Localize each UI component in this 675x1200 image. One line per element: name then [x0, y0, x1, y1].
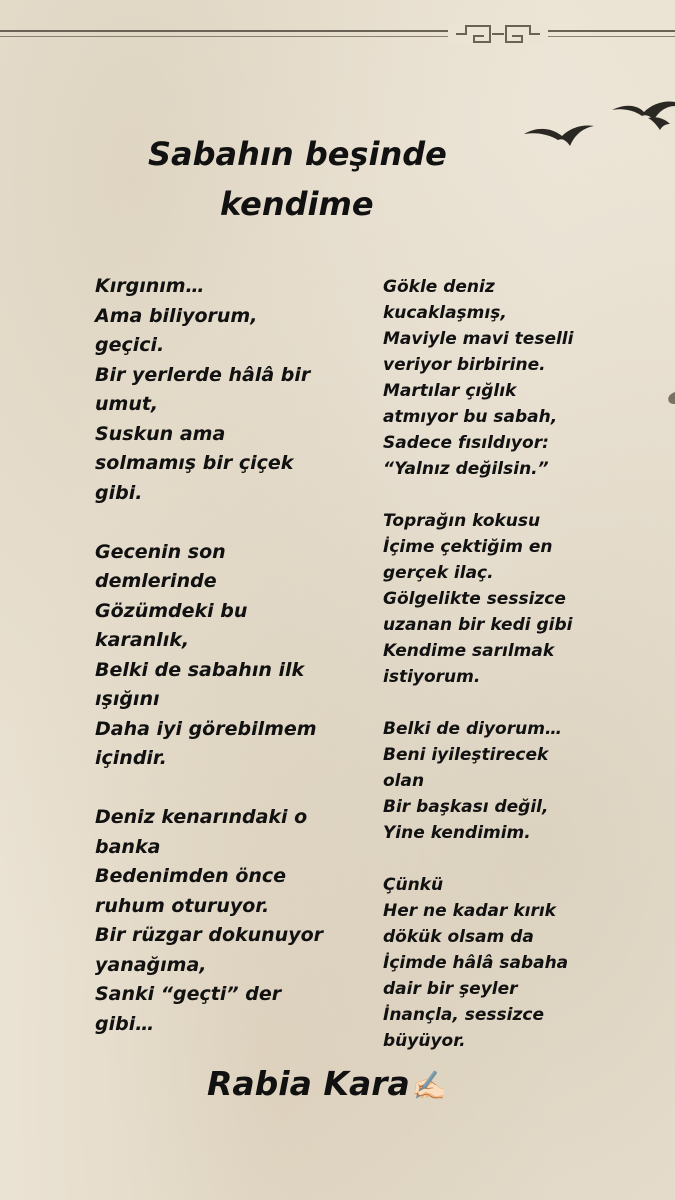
poem-line: dair bir şeyler: [383, 979, 518, 999]
seagull-icon: [518, 90, 675, 160]
poem-line: atmıyor bu sabah,: [383, 407, 558, 427]
author-name: Rabia Kara: [207, 1064, 410, 1103]
stanza-break: [95, 508, 323, 538]
edge-mark: [665, 390, 675, 406]
poem-line: solmamış bir çiçek: [95, 452, 294, 474]
ornament-icon: [448, 14, 548, 54]
poem-line: Bir rüzgar dokunuyor: [95, 924, 324, 946]
top-border-line: [0, 30, 675, 32]
author-signature: [207, 1064, 447, 1103]
poem-line: içindir.: [95, 747, 167, 769]
poem-line: Beni iyileştirecek: [383, 745, 549, 765]
poem-line: Maviyle mavi teselli: [383, 329, 574, 349]
stanza-break: [383, 690, 573, 716]
poem-line: Suskun ama: [95, 422, 226, 445]
poem-line: kucaklaşmış,: [383, 303, 507, 323]
poem-line: gibi.: [95, 481, 143, 504]
poem-line: Bir başkası değil,: [383, 797, 549, 817]
poem-line: Kendime sarılmak: [383, 641, 555, 661]
poem-line: Yine kendimim.: [383, 823, 531, 843]
stanza-break: [95, 774, 323, 804]
poem-line: büyüyor.: [383, 1031, 466, 1051]
poem-line: Kırgınım…: [95, 275, 205, 297]
poem-line: istiyorum.: [383, 667, 481, 687]
poem-line: İnançla, sessizce: [383, 1005, 544, 1025]
poem-line: ruhum oturuyor.: [95, 894, 270, 917]
top-border-line-thin: [0, 36, 675, 37]
poem-title-line-1: Sabahın beşinde: [148, 135, 447, 173]
poem-line: Daha iyi görebilmem: [95, 717, 317, 740]
writing-hand-icon: ✍🏻: [411, 1069, 447, 1102]
poem-line: dökük olsam da: [383, 927, 534, 947]
poem-title-line-2: kendime: [220, 185, 374, 223]
poem-line: Sanki “geçti” der: [95, 983, 282, 1005]
poem-line: İçimde hâlâ sabaha: [383, 953, 569, 973]
poem-line: Gölgelikte sessizce: [383, 589, 566, 609]
poem-line: Martılar çığlık: [383, 381, 517, 401]
poem-line: ışığını: [95, 688, 160, 710]
poem-line: Belki de diyorum…: [383, 719, 562, 739]
poem-line: Bir yerlerde hâlâ bir: [95, 363, 311, 386]
poem-line: Ama biliyorum,: [95, 304, 258, 327]
poem-line: Bedenimden önce: [95, 865, 287, 887]
poem-line: Her ne kadar kırık: [383, 901, 556, 921]
poem-line: Toprağın kokusu: [383, 511, 541, 531]
poem-line: Gökle deniz: [383, 277, 495, 297]
poem-line: Çünkü: [383, 875, 444, 895]
poem-line: uzanan bir kedi gibi: [383, 615, 573, 635]
poem-line: olan: [383, 771, 425, 791]
poem-line: geçici.: [95, 334, 165, 356]
poem-line: Sadece fısıldıyor:: [383, 433, 549, 453]
poem-line: Deniz kenarındaki o: [95, 806, 308, 828]
poem-left-column: [95, 272, 323, 1039]
poem-line: “Yalnız değilsin.”: [383, 459, 549, 479]
poem-line: Belki de sabahın ilk: [95, 658, 305, 681]
stanza-break: [383, 482, 573, 508]
poem-right-column: [383, 274, 573, 1054]
poem-line: İçime çektiğim en: [383, 537, 553, 557]
poem-line: umut,: [95, 393, 159, 415]
poem-line: gibi…: [95, 1012, 155, 1035]
poem-line: Gecenin son: [95, 540, 226, 563]
poem-line: yanağıma,: [95, 953, 207, 976]
poem-line: gerçek ilaç.: [383, 563, 494, 583]
poem-line: banka: [95, 835, 161, 858]
poem-line: Gözümdeki bu: [95, 599, 248, 622]
poem-line: karanlık,: [95, 629, 190, 651]
stanza-break: [383, 846, 573, 872]
poem-line: demlerinde: [95, 570, 217, 592]
poem-line: veriyor birbirine.: [383, 355, 546, 375]
